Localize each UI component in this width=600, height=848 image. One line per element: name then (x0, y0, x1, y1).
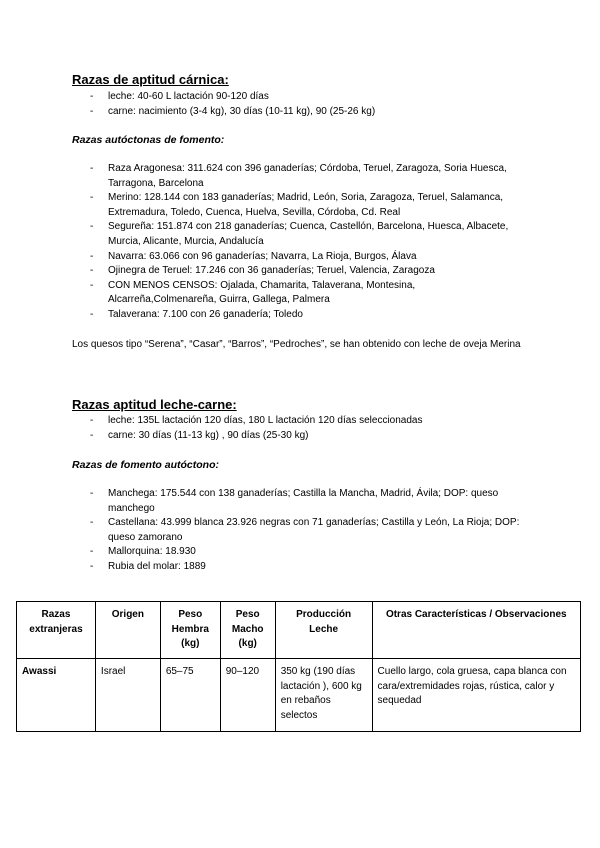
table-header-cell: Producción Leche (275, 602, 372, 659)
list-item: - CON MENOS CENSOS: Ojalada, Chamarita, Talaverana, Montesina, Alcarreña,Colmenareña, Guirra, Gallega, Palmera (90, 279, 520, 308)
fomento-list (90, 162, 520, 323)
list-item: - Mallorquina: 18.930 (90, 545, 520, 560)
table-cell-peso-hembra: 65–75 (160, 659, 220, 732)
list-item: - Manchega: 175.544 con 138 ganaderías; Castilla la Mancha, Madrid, Ávila; DOP: queso manchego (90, 487, 520, 516)
table-header-cell: Otras Características / Observaciones (372, 602, 580, 659)
list-item: - Rubia del molar: 1889 (90, 560, 520, 575)
queso-note: Los quesos tipo “Serena”, “Casar”, “Barros”, “Pedroches”, se han obtenido con leche de oveja Merina (72, 339, 521, 350)
subsection-title-fomento-autoctono: Razas de fomento autóctono: (72, 459, 220, 471)
list-item: - Merino: 128.144 con 183 ganaderías; Madrid, León, Soria, Zaragoza, Teruel, Salamanca, Extremadura, Toledo, Cuenca, Huelva, Sevilla, Córdoba, Cd. Real (90, 191, 520, 220)
table-cell-origen: Israel (95, 659, 160, 732)
section-title-leche-carne: Razas aptitud leche-carne: (72, 397, 237, 412)
table-header-cell: Peso Macho (kg) (220, 602, 275, 659)
table-cell-raza: Awassi (17, 659, 96, 732)
section-title-carnica: Razas de aptitud cárnica: (72, 72, 229, 87)
carnica-list (90, 90, 520, 119)
table-cell-otras: Cuello largo, cola gruesa, capa blanca con cara/extremidades rojas, rústica, calor y sequedad (372, 659, 580, 732)
table-cell-peso-macho: 90–120 (220, 659, 275, 732)
list-item: - leche: 135L lactación 120 días, 180 L lactación 120 días seleccionadas (90, 414, 520, 429)
list-item: - leche: 40-60 L lactación 90-120 días (90, 90, 520, 105)
table-row (17, 659, 581, 732)
table-header-cell: Peso Hembra (kg) (160, 602, 220, 659)
breeds-table (16, 601, 581, 732)
list-item: - Ojinegra de Teruel: 17.246 con 36 ganaderías; Teruel, Valencia, Zaragoza (90, 264, 520, 279)
table-header-cell: Origen (95, 602, 160, 659)
list-item: - Castellana: 43.999 blanca 23.926 negras con 71 ganaderías; Castilla y León, La Rioja; DOP: queso zamorano (90, 516, 520, 545)
fomento-autoctono-list (90, 487, 520, 575)
table-header-row (17, 602, 581, 659)
list-item: - carne: 30 días (11-13 kg) , 90 días (25-30 kg) (90, 429, 520, 444)
leche-carne-list (90, 414, 520, 443)
table-header-cell: Razas extranjeras (17, 602, 96, 659)
table-cell-produccion: 350 kg (190 días lactación ), 600 kg en rebaños selectos (275, 659, 372, 732)
list-item: - Segureña: 151.874 con 218 ganaderías; Cuenca, Castellón, Barcelona, Huesca, Albacete, Murcia, Alicante, Murcia, Andalucía (90, 220, 520, 249)
list-item: - Navarra: 63.066 con 96 ganaderías; Navarra, La Rioja, Burgos, Álava (90, 250, 520, 265)
list-item: - Raza Aragonesa: 311.624 con 396 ganaderías; Córdoba, Teruel, Zaragoza, Soria Huesca, Tarragona, Barcelona (90, 162, 520, 191)
list-item: - Talaverana: 7.100 con 26 ganadería; Toledo (90, 308, 520, 323)
list-item: - carne: nacimiento (3-4 kg), 30 días (10-11 kg), 90 (25-26 kg) (90, 105, 520, 120)
subsection-title-fomento: Razas autóctonas de fomento: (72, 134, 225, 146)
